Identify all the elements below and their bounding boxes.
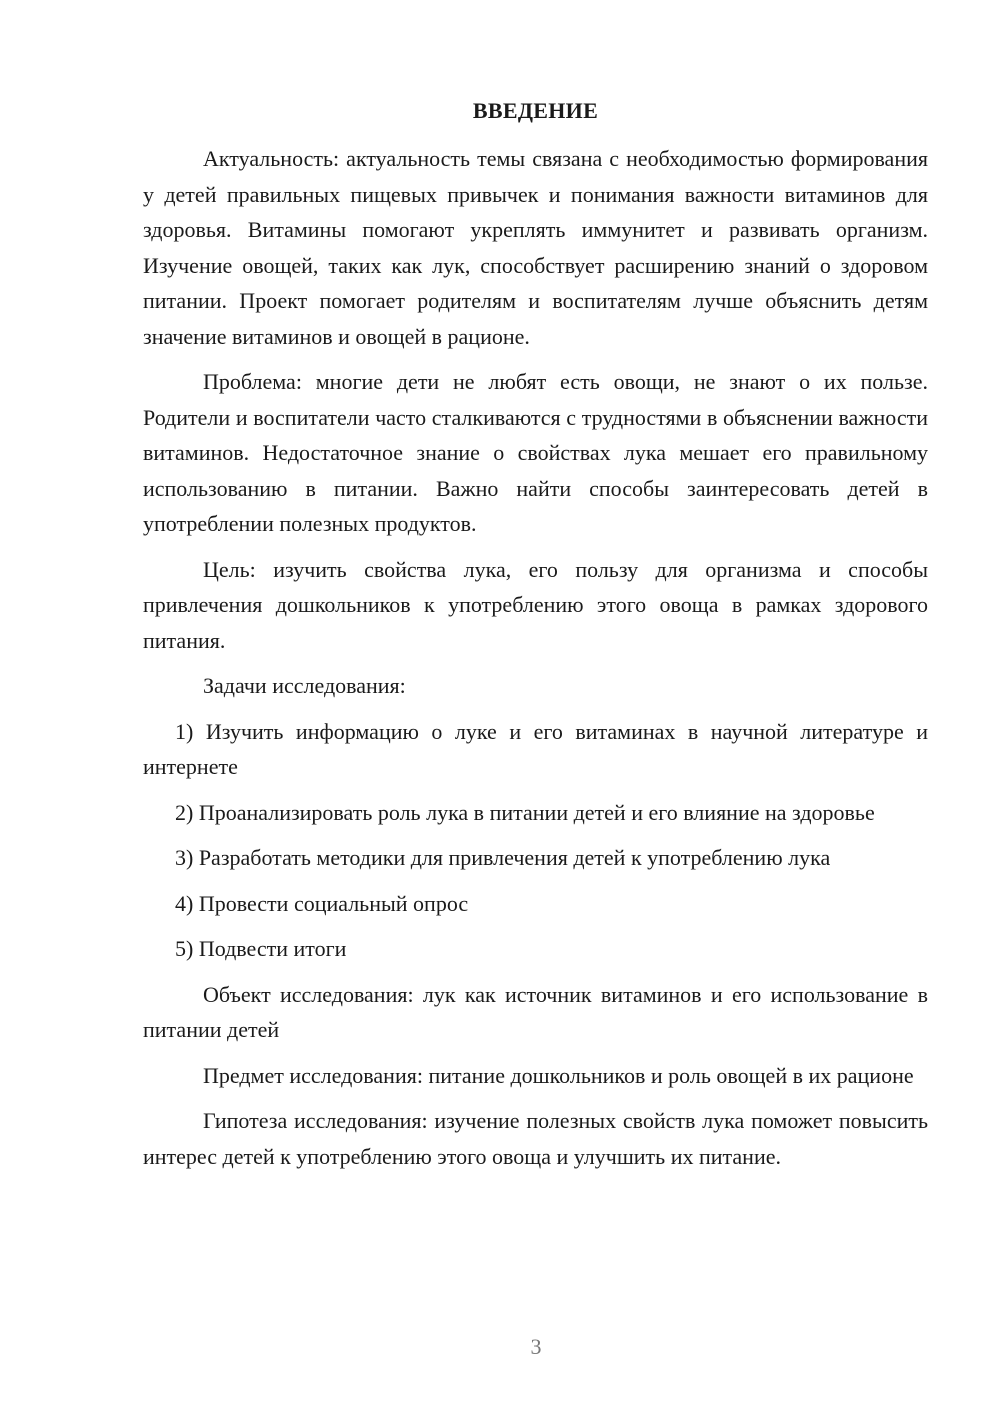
tasks-heading: Задачи исследования: <box>203 673 406 698</box>
page-number: 3 <box>530 1334 542 1359</box>
task-item: 5) Подвести итоги <box>175 936 347 961</box>
research-object-paragraph: Объект исследования: лук как источник витаминов и его использование в питании детей <box>143 981 928 1042</box>
task-item: 3) Разработать методики для привлечения детей к употреблению лука <box>175 845 831 870</box>
hypothesis-paragraph: Гипотеза исследования: изучение полезных свойств лука поможет повысить интерес детей к употреблению этого овоща и улучшить их питание. <box>143 1108 928 1169</box>
problem-paragraph: Проблема: многие дети не любят есть овощи, не знают о их пользе. Родители и воспитатели часто сталкиваются с трудностями в объяснении важности витаминов. Недостаточное знание о свойствах лука мешает его правильному использованию в питании. Важно найти способы заинтересовать детей в употреблении полезных продуктов. <box>143 369 928 536</box>
task-item: 2) Проанализировать роль лука в питании детей и его влияние на здоровье <box>175 799 875 825</box>
section-title: ВВЕДЕНИЕ <box>472 98 599 123</box>
research-subject-paragraph: Предмет исследования: питание дошкольников и роль овощей в их рационе <box>203 1062 914 1088</box>
goal-paragraph: Цель: изучить свойства лука, его пользу для организма и способы привлечения дошкольников к употреблению этого овоща в рамках здорового питания. <box>143 556 928 653</box>
page-content <box>143 95 928 1184</box>
relevance-paragraph: Актуальность: актуальность темы связана с необходимостью формирования у детей правильных пищевых привычек и понимания важности витаминов для здоровья. Витамины помогают укреплять иммунитет и развивать организм. Изучение овощей, таких как лук, способствует расширению знаний о здоровом питании. Проект помогает родителям и воспитателям лучше объяснить детям значение витаминов и овощей в рационе. <box>143 146 928 349</box>
task-item: 4) Провести социальный опрос <box>175 890 469 916</box>
task-item: 1) Изучить информацию о луке и его витаминах в научной литературе и интернете <box>143 718 928 779</box>
